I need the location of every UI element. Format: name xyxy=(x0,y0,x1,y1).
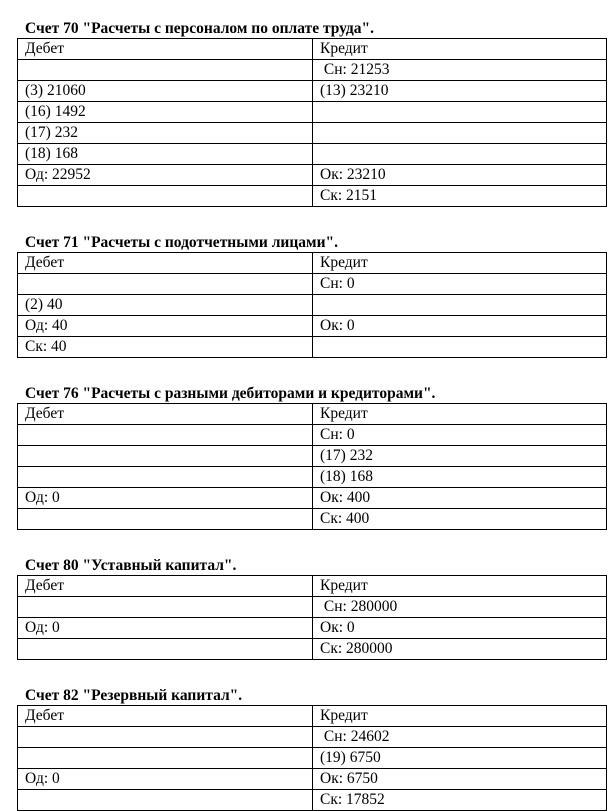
table-row xyxy=(18,769,607,790)
debit-cell xyxy=(18,186,313,207)
debit-header: Дебет xyxy=(18,706,313,727)
table-row xyxy=(18,165,607,186)
debit-cell: (18) 168 xyxy=(18,144,313,165)
ledger-table xyxy=(17,38,607,207)
table-row xyxy=(18,790,607,811)
debit-header: Дебет xyxy=(18,39,313,60)
table-row xyxy=(18,81,607,102)
credit-cell: Сн: 0 xyxy=(313,425,607,446)
table-row xyxy=(18,597,607,618)
debit-cell xyxy=(18,748,313,769)
account-76 xyxy=(17,385,607,530)
account-title: Счет 80 "Уставный капитал". xyxy=(25,557,237,574)
debit-cell xyxy=(18,597,313,618)
credit-cell: Сн: 24602 xyxy=(313,727,607,748)
account-title: Счет 76 "Расчеты с разными дебиторами и кредиторами". xyxy=(25,385,436,402)
table-row xyxy=(18,446,607,467)
header-row xyxy=(18,404,607,425)
credit-cell: Ок: 0 xyxy=(313,618,607,639)
credit-header: Кредит xyxy=(313,253,607,274)
ledger-table xyxy=(17,575,607,660)
credit-cell xyxy=(313,144,607,165)
table-row xyxy=(18,488,607,509)
account-70 xyxy=(17,20,607,207)
debit-cell: Ск: 40 xyxy=(18,337,313,358)
header-row xyxy=(18,706,607,727)
table-row xyxy=(18,186,607,207)
header-row xyxy=(18,253,607,274)
credit-cell xyxy=(313,102,607,123)
account-title: Счет 82 "Резервный капитал". xyxy=(25,687,243,704)
debit-cell: Од: 40 xyxy=(18,316,313,337)
table-row xyxy=(18,337,607,358)
debit-cell: (3) 21060 xyxy=(18,81,313,102)
table-row xyxy=(18,123,607,144)
account-82 xyxy=(17,687,607,811)
credit-header: Кредит xyxy=(313,706,607,727)
credit-cell: (19) 6750 xyxy=(313,748,607,769)
debit-cell: (16) 1492 xyxy=(18,102,313,123)
credit-cell: Ок: 0 xyxy=(313,316,607,337)
credit-cell: Ск: 2151 xyxy=(313,186,607,207)
table-row xyxy=(18,618,607,639)
ledger-table xyxy=(17,403,607,530)
table-row xyxy=(18,748,607,769)
credit-cell: Ок: 400 xyxy=(313,488,607,509)
debit-cell: (2) 40 xyxy=(18,295,313,316)
table-row xyxy=(18,727,607,748)
credit-cell: Сн: 280000 xyxy=(313,597,607,618)
table-row xyxy=(18,425,607,446)
ledger-table xyxy=(17,705,607,811)
debit-cell: Од: 0 xyxy=(18,488,313,509)
debit-cell xyxy=(18,639,313,660)
debit-cell xyxy=(18,727,313,748)
table-row xyxy=(18,316,607,337)
credit-cell: (13) 23210 xyxy=(313,81,607,102)
credit-cell: Ок: 23210 xyxy=(313,165,607,186)
credit-cell: Ск: 400 xyxy=(313,509,607,530)
credit-cell: Ок: 6750 xyxy=(313,769,607,790)
document-page xyxy=(17,20,607,811)
credit-cell: Сн: 0 xyxy=(313,274,607,295)
account-title: Счет 70 "Расчеты с персоналом по оплате труда". xyxy=(25,20,375,37)
header-row xyxy=(18,39,607,60)
debit-cell: Од: 0 xyxy=(18,769,313,790)
account-71 xyxy=(17,234,607,358)
debit-cell: Од: 0 xyxy=(18,618,313,639)
debit-cell xyxy=(18,446,313,467)
credit-cell xyxy=(313,295,607,316)
table-row xyxy=(18,60,607,81)
debit-cell: (17) 232 xyxy=(18,123,313,144)
credit-cell xyxy=(313,123,607,144)
credit-cell: Сн: 21253 xyxy=(313,60,607,81)
table-row xyxy=(18,295,607,316)
debit-cell xyxy=(18,60,313,81)
debit-header: Дебет xyxy=(18,253,313,274)
credit-cell: (18) 168 xyxy=(313,467,607,488)
table-row xyxy=(18,639,607,660)
table-row xyxy=(18,144,607,165)
credit-cell: Ск: 280000 xyxy=(313,639,607,660)
credit-cell xyxy=(313,337,607,358)
credit-header: Кредит xyxy=(313,39,607,60)
debit-cell xyxy=(18,274,313,295)
table-row xyxy=(18,467,607,488)
debit-header: Дебет xyxy=(18,404,313,425)
table-row xyxy=(18,274,607,295)
account-80 xyxy=(17,557,607,660)
table-row xyxy=(18,509,607,530)
debit-cell xyxy=(18,425,313,446)
debit-header: Дебет xyxy=(18,576,313,597)
credit-header: Кредит xyxy=(313,404,607,425)
debit-cell: Од: 22952 xyxy=(18,165,313,186)
debit-cell xyxy=(18,467,313,488)
credit-cell: (17) 232 xyxy=(313,446,607,467)
debit-cell xyxy=(18,790,313,811)
credit-header: Кредит xyxy=(313,576,607,597)
header-row xyxy=(18,576,607,597)
credit-cell: Ск: 17852 xyxy=(313,790,607,811)
debit-cell xyxy=(18,509,313,530)
ledger-table xyxy=(17,252,607,358)
table-row xyxy=(18,102,607,123)
account-title: Счет 71 "Расчеты с подотчетными лицами". xyxy=(25,234,338,251)
